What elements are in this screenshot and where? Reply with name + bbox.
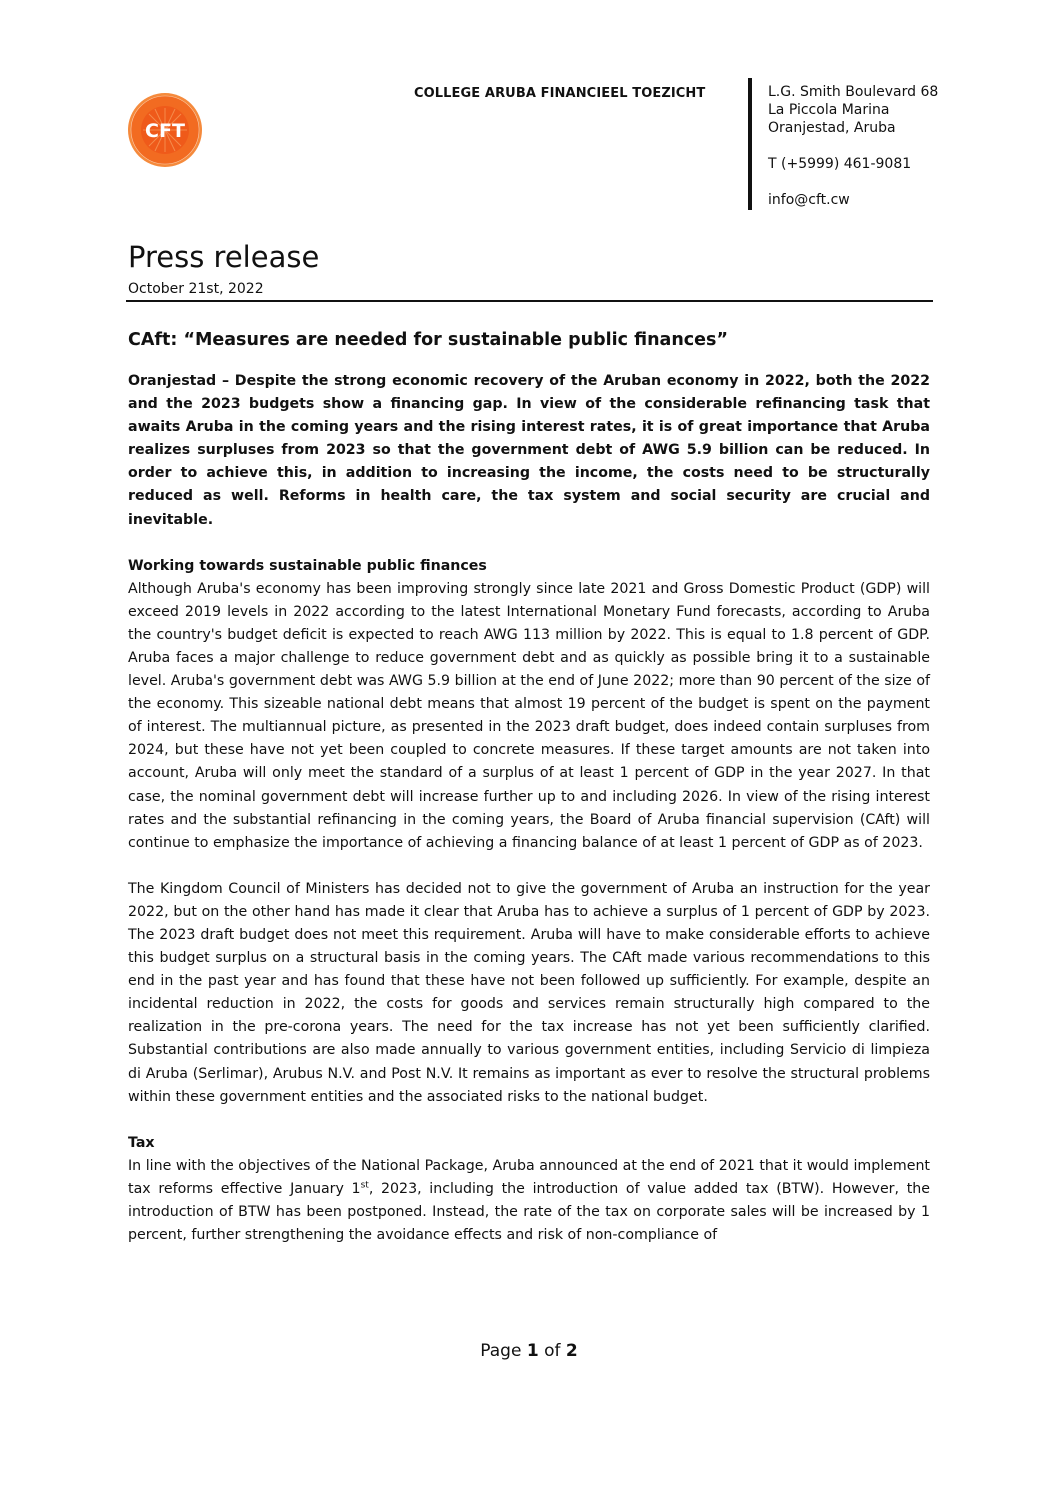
article-body bbox=[128, 330, 930, 1247]
organization-name: COLLEGE ARUBA FINANCIEEL TOEZICHT bbox=[414, 86, 706, 101]
body-paragraph: Although Aruba's economy has been improving strongly since late 2021 and Gross Domestic Product (GDP) will exceed 2019 levels in 2022 according to the latest International Monetary Fund forecasts, according to Aruba the country's budget deficit is expected to reach AWG 113 million by 2022. This is equal to 1.8 percent of GDP. Aruba faces a major challenge to reduce government debt and as quickly as possible bring it to a sustainable level. Aruba's government debt was AWG 5.9 billion at the end of June 2022; more than 90 percent of the size of the economy. This sizeable national debt means that almost 19 percent of the budget is spent on the payment of interest. The multiannual picture, as presented in the 2023 draft budget, does indeed contain surpluses from 2024, but these have not yet been coupled to concrete measures. If these target amounts are not taken into account, Aruba will only meet the standard of a surplus of at least 1 percent of GDP in the year 2027. In that case, the nominal government debt will increase further up to and including 2026. In view of the rising interest rates and the substantial refinancing in the coming years, the Board of Aruba financial supervision (CAft) will continue to emphasize the importance of achieving a financing balance of at least 1 percent of GDP as of 2023. bbox=[128, 580, 930, 851]
total-pages: 2 bbox=[565, 1341, 578, 1361]
tax-text-part1: In line with the objectives of the National Package, Aruba announced at the end of 2021 that it would implement tax reforms effective January 1 bbox=[128, 1157, 930, 1197]
page-label: Page bbox=[480, 1341, 522, 1361]
phone-number: T (+5999) 461-9081 bbox=[768, 156, 912, 172]
address-line-2: La Piccola Marina bbox=[768, 102, 890, 118]
cft-logo bbox=[127, 92, 203, 168]
document-type-title: Press release bbox=[128, 240, 320, 274]
header-divider bbox=[748, 78, 752, 210]
cft-logo-icon bbox=[127, 92, 203, 168]
of-label: of bbox=[544, 1341, 561, 1361]
section-heading: Working towards sustainable public finances bbox=[128, 557, 487, 574]
headline: CAft: “Measures are needed for sustainable public finances” bbox=[128, 330, 728, 350]
address-line-1: L.G. Smith Boulevard 68 bbox=[768, 84, 939, 100]
release-date: October 21st, 2022 bbox=[128, 281, 264, 297]
ordinal-suffix: st bbox=[360, 1180, 369, 1191]
contact-block bbox=[768, 83, 938, 209]
address-line-3: Oranjestad, Aruba bbox=[768, 120, 896, 136]
title-rule bbox=[126, 300, 933, 302]
page-footer bbox=[0, 1341, 1058, 1361]
body-paragraph bbox=[128, 1155, 930, 1247]
section-heading: Tax bbox=[128, 1134, 155, 1151]
tax-text-part2: , 2023, including the introduction of value added tax (BTW). However, the introduction of BTW has been postponed. Instead, the rate of the tax on corporate sales will be increased by 1 percent, further strengthening the avoidance effects and risk of non-compliance of bbox=[128, 1180, 930, 1243]
email-address: info@cft.cw bbox=[768, 192, 850, 208]
lead-paragraph: Oranjestad – Despite the strong economic recovery of the Aruban economy in 2022, both the 2022 and the 2023 budgets show a financing gap. In view of the considerable refinancing task that awaits Aruba in the coming years and the rising interest rates, it is of great importance that Aruba realizes surpluses from 2023 so that the government debt of AWG 5.9 billion can be reduced. In order to achieve this, in addition to increasing the income, the costs need to be structurally reduced as well. Reforms in health care, the tax system and social security are crucial and inevitable. bbox=[128, 373, 930, 528]
logo-text: CFT bbox=[145, 120, 185, 142]
current-page: 1 bbox=[526, 1341, 539, 1361]
body-paragraph: The Kingdom Council of Ministers has decided not to give the government of Aruba an instruction for the year 2022, but on the other hand has made it clear that Aruba has to achieve a surplus of 1 percent of GDP by 2023. The 2023 draft budget does not meet this requirement. Aruba will have to make considerable efforts to achieve this budget surplus on a structural basis in the coming years. The CAft made various recommendations to this end in the past year and has found that these have not been followed up sufficiently. For example, despite an incidental reduction in 2022, the costs for goods and services remain structurally high compared to the realization in the pre-corona years. The need for the tax increase has not yet been sufficiently clarified. Substantial contributions are also made annually to various government entities, including Servicio di limpieza di Aruba (Serlimar), Arubus N.V. and Post N.V. It remains as important as ever to resolve the structural problems within these government entities and the associated risks to the national budget. bbox=[128, 880, 930, 1105]
